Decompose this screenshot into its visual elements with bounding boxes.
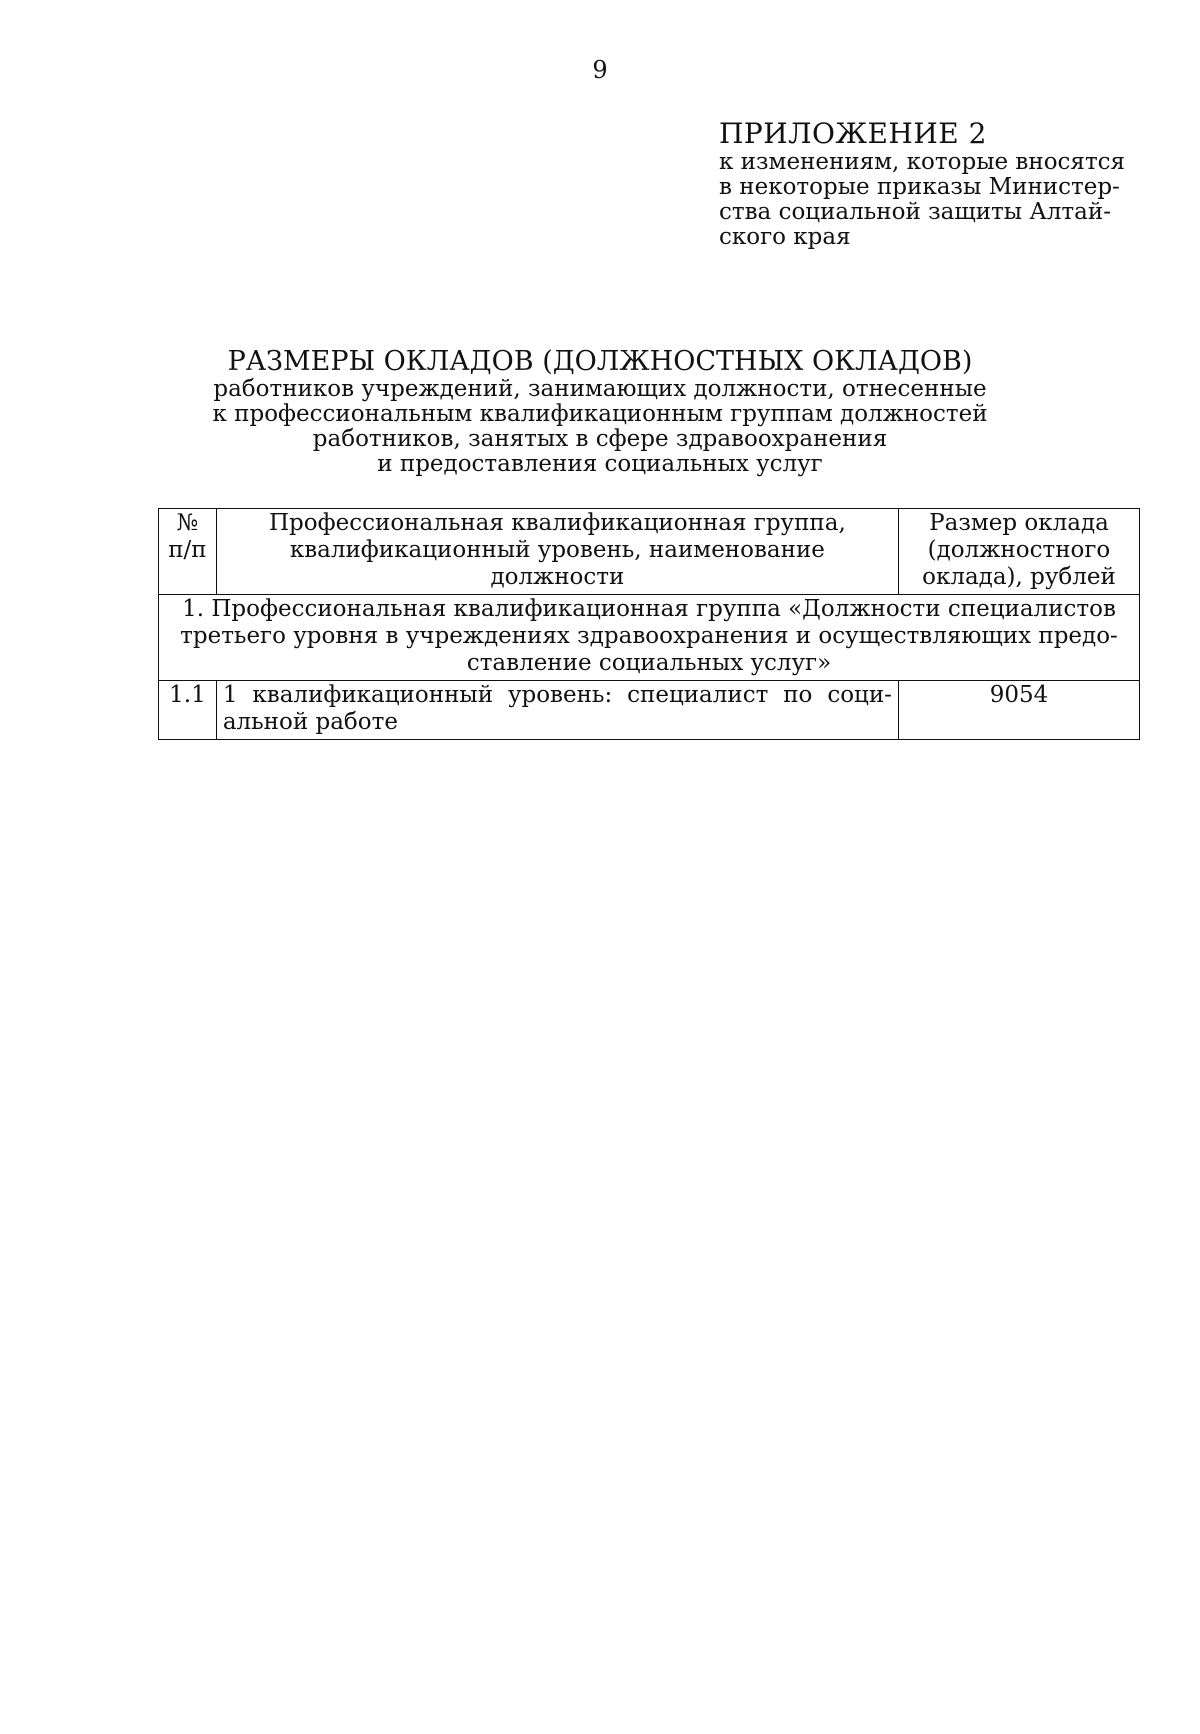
appendix-line: к изменениям, которые вносятся [719,149,1126,175]
header-size-line: (должностного [927,537,1111,563]
header-name-line: Профессиональная квалификационная группа, [269,510,846,536]
appendix-title: ПРИЛОЖЕНИЕ 2 [719,117,987,150]
group-line: 1. Профессиональная квалификационная группа «Должности специалистов [182,596,1116,622]
header-size-line: Размер оклада [929,510,1109,536]
group-cell [159,595,1140,681]
header-num-line: п/п [168,537,207,563]
heading-line: работников учреждений, занимающих должности, отнесенные [213,376,987,402]
appendix-block [719,117,1126,250]
group-line: ставление социальных услуг» [466,650,832,676]
heading-line: и предоставления социальных услуг [377,451,823,477]
appendix-line: ства социальной защиты Алтай- [719,199,1111,225]
header-name-line: должности [490,564,625,590]
document-heading [150,346,1050,477]
header-name [216,509,898,595]
heading-line: работников, занятых в сфере здравоохранения [312,426,888,452]
header-name-line: квалификационный уровень, наименование [289,537,825,563]
appendix-line: в некоторые приказы Министер- [719,174,1120,200]
table-row [159,681,1140,740]
group-line: третьего уровня в учреждениях здравоохранения и осуществляющих предо- [180,623,1118,649]
row-name [216,681,898,740]
header-num [159,509,217,595]
page-number: 9 [592,56,608,84]
row-size: 9054 [898,681,1139,740]
row-name-line: 1 квалификационный уровень: специалист по соци- [222,682,892,708]
row-name-line: альной работе [222,709,398,735]
salary-table [158,508,1140,740]
header-size-line: оклада), рублей [922,564,1116,590]
heading-title: РАЗМЕРЫ ОКЛАДОВ (ДОЛЖНОСТНЫХ ОКЛАДОВ) [227,346,973,377]
header-size [898,509,1139,595]
row-num: 1.1 [159,681,217,740]
table-group-row [159,595,1140,681]
table-header-row [159,509,1140,595]
appendix-line: ского края [719,224,851,250]
header-num-line: № [176,510,199,536]
heading-line: к профессиональным квалификационным группам должностей [212,401,988,427]
